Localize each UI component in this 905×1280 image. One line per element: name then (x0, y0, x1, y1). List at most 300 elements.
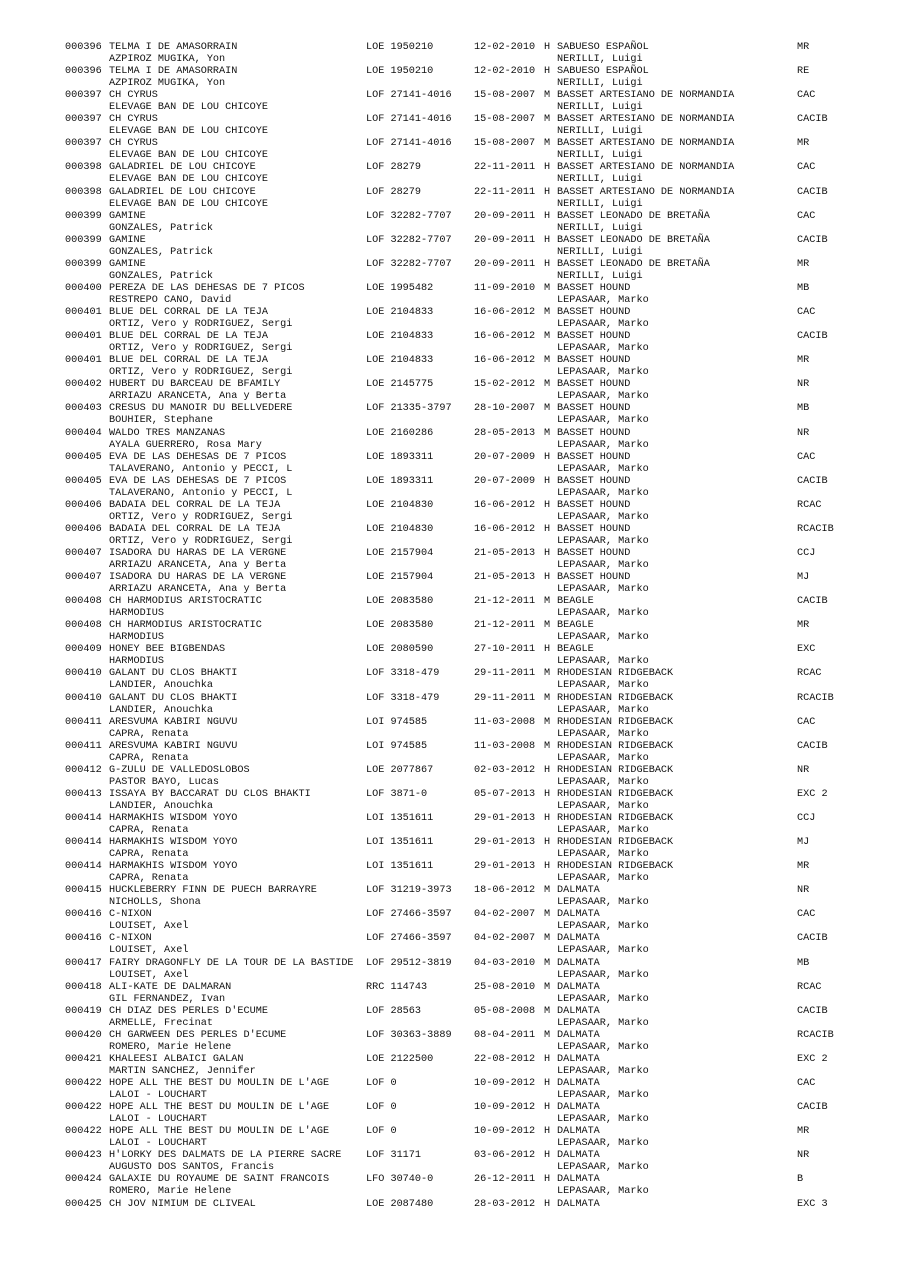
judge-name: LEPASAAR, Marko (557, 439, 649, 451)
list-item (65, 1126, 865, 1150)
award: CACIB (797, 475, 828, 487)
award: CACIB (797, 933, 828, 945)
owner-name: AUGUSTO DOS SANTOS, Francis (109, 1162, 275, 1174)
award: EXC 3 (797, 1198, 828, 1210)
entry-number: 000414 (65, 861, 102, 873)
owner-name: HARMODIUS (109, 656, 165, 668)
breed: RHODESIAN RIDGEBACK (557, 861, 674, 873)
registration-number: LOI 1351611 (366, 861, 434, 873)
judge-name: LEPASAAR, Marko (557, 1162, 649, 1174)
dog-name: HARMAKHIS WISDOM YOYO (109, 813, 238, 824)
owner-name: BOUHIER, Stephane (109, 415, 213, 427)
sex: H (544, 1078, 551, 1090)
breed: BASSET HOUND (557, 403, 631, 415)
dog-name: BLUE DEL CORRAL DE LA TEJA (109, 355, 268, 367)
award: MJ (797, 837, 810, 849)
birth-date: 28-05-2013 (474, 427, 536, 439)
dog-name: GALAXIE DU ROYAUME DE SAINT FRANCOIS (109, 1174, 330, 1186)
birth-date: 20-07-2009 (474, 451, 536, 463)
judge-name: LEPASAAR, Marko (557, 945, 649, 957)
list-item (65, 1102, 865, 1126)
breed: RHODESIAN RIDGEBACK (557, 788, 674, 800)
entry-number: 000419 (65, 1005, 102, 1017)
birth-date: 20-09-2011 (474, 258, 536, 270)
sex: M (544, 1029, 551, 1041)
dog-name: CH CYRUS (109, 138, 158, 150)
award: RE (797, 66, 810, 78)
registration-number: LOF 3318-479 (366, 668, 440, 680)
breed: SABUESO ESPAÑOL (557, 42, 649, 53)
breed: DALMATA (557, 1174, 600, 1186)
award: RCACIB (797, 692, 834, 704)
dog-name: G-ZULU DE VALLEDOSLOBOS (109, 764, 250, 776)
entry-number: 000414 (65, 837, 102, 849)
judge-name: NERILLI, Luigi (557, 270, 643, 282)
birth-date: 12-02-2010 (474, 66, 536, 78)
owner-name: GIL FERNANDEZ, Ivan (109, 993, 226, 1005)
birth-date: 08-04-2011 (474, 1029, 536, 1041)
judge-name: LEPASAAR, Marko (557, 415, 649, 427)
owner-name: ORTIZ, Vero y RODRIGUEZ, Sergi (109, 343, 293, 355)
entry-number: 000405 (65, 451, 102, 463)
birth-date: 20-09-2011 (474, 234, 536, 246)
dog-name: C-NIXON (109, 933, 152, 945)
dog-name: ARESVUMA KABIRI NGUVU (109, 716, 238, 728)
registration-number: LOE 2083580 (366, 596, 434, 608)
sex: H (544, 1174, 551, 1186)
judge-name: NERILLI, Luigi (557, 174, 643, 186)
sex: M (544, 957, 551, 969)
registration-number: LOE 2104833 (366, 331, 434, 343)
registration-number: LOE 1893311 (366, 451, 434, 463)
birth-date: 05-08-2008 (474, 1005, 536, 1017)
birth-date: 12-02-2010 (474, 42, 536, 53)
list-item (65, 813, 865, 837)
breed: DALMATA (557, 1102, 600, 1114)
owner-name: AZPIROZ MUGIKA, Yon (109, 54, 226, 65)
award: CACIB (797, 114, 828, 126)
owner-name: LANDIER, Anouchka (109, 680, 213, 692)
list-item (65, 428, 865, 452)
list-item (65, 452, 865, 476)
registration-number: LOF 32282-7707 (366, 234, 452, 246)
list-item (65, 885, 865, 909)
award: MR (797, 355, 810, 367)
judge-name: LEPASAAR, Marko (557, 728, 649, 740)
award: CACIB (797, 596, 828, 608)
dog-name: H'LORKY DES DALMATS DE LA PIERRE SACRE (109, 1150, 342, 1162)
list-item (65, 1174, 865, 1198)
award: MB (797, 957, 810, 969)
registration-number: LOF 21335-3797 (366, 403, 452, 415)
entry-number: 000411 (65, 716, 102, 728)
dog-name: ISADORA DU HARAS DE LA VERGNE (109, 572, 287, 584)
sex: M (544, 740, 551, 752)
sex: M (544, 282, 551, 294)
registration-number: LOE 2077867 (366, 764, 434, 776)
judge-name: LEPASAAR, Marko (557, 632, 649, 644)
dog-name: GAMINE (109, 234, 146, 246)
breed: DALMATA (557, 1198, 600, 1210)
owner-name: LANDIER, Anouchka (109, 704, 213, 716)
dog-name: HARMAKHIS WISDOM YOYO (109, 837, 238, 849)
judge-name: LEPASAAR, Marko (557, 1114, 649, 1126)
owner-name: TALAVERANO, Antonio y PECCI, L (109, 487, 293, 499)
list-item (65, 211, 865, 235)
list-item (65, 403, 865, 427)
owner-name: ORTIZ, Vero y RODRIGUEZ, Sergi (109, 319, 293, 331)
dog-name: ISSAYA BY BACCARAT DU CLOS BHAKTI (109, 788, 311, 800)
breed: BASSET LEONADO DE BRETAÑA (557, 234, 710, 246)
birth-date: 29-11-2011 (474, 692, 536, 704)
list-item (65, 90, 865, 114)
dog-name: GALANT DU CLOS BHAKTI (109, 668, 238, 680)
sex: M (544, 331, 551, 343)
judge-name: LEPASAAR, Marko (557, 656, 649, 668)
entry-number: 000401 (65, 331, 102, 343)
owner-name: PASTOR BAYO, Lucas (109, 776, 220, 788)
list-item (65, 187, 865, 211)
list-item (65, 162, 865, 186)
award: CACIB (797, 1005, 828, 1017)
owner-name: LALOI - LOUCHART (109, 1090, 207, 1102)
sex: H (544, 234, 551, 246)
sex: M (544, 933, 551, 945)
owner-name: ROMERO, Marie Helene (109, 1186, 232, 1198)
owner-name: AYALA GUERRERO, Rosa Mary (109, 439, 262, 451)
birth-date: 22-08-2012 (474, 1053, 536, 1065)
birth-date: 29-01-2013 (474, 837, 536, 849)
sex: M (544, 620, 551, 632)
sex: H (544, 547, 551, 559)
sex: M (544, 692, 551, 704)
entry-number: 000416 (65, 933, 102, 945)
registration-number: LOE 1950210 (366, 66, 434, 78)
sex: H (544, 1102, 551, 1114)
breed: DALMATA (557, 1029, 600, 1041)
birth-date: 10-09-2012 (474, 1126, 536, 1138)
registration-number: LOF 27141-4016 (366, 138, 452, 150)
dog-name: CH HARMODIUS ARISTOCRATIC (109, 620, 262, 632)
birth-date: 04-02-2007 (474, 909, 536, 921)
list-item (65, 1006, 865, 1030)
breed: BASSET HOUND (557, 379, 631, 391)
registration-number: LOF 31171 (366, 1150, 422, 1162)
entry-number: 000397 (65, 114, 102, 126)
dog-name: BLUE DEL CORRAL DE LA TEJA (109, 307, 268, 319)
breed: DALMATA (557, 1053, 600, 1065)
award: B (797, 1174, 804, 1186)
birth-date: 29-01-2013 (474, 861, 536, 873)
entry-number: 000424 (65, 1174, 102, 1186)
owner-name: ELEVAGE BAN DE LOU CHICOYE (109, 150, 268, 162)
birth-date: 29-01-2013 (474, 813, 536, 824)
birth-date: 20-09-2011 (474, 210, 536, 222)
entry-number: 000401 (65, 307, 102, 319)
registration-number: LOF 3318-479 (366, 692, 440, 704)
list-item (65, 379, 865, 403)
dog-name: ISADORA DU HARAS DE LA VERGNE (109, 547, 287, 559)
dog-name: EVA DE LAS DEHESAS DE 7 PICOS (109, 451, 287, 463)
birth-date: 10-09-2012 (474, 1102, 536, 1114)
award: MJ (797, 572, 810, 584)
registration-number: LOF 32282-7707 (366, 210, 452, 222)
registration-number: LOE 2104830 (366, 523, 434, 535)
award: CAC (797, 451, 816, 463)
birth-date: 18-06-2012 (474, 885, 536, 897)
breed: RHODESIAN RIDGEBACK (557, 716, 674, 728)
dog-name: HARMAKHIS WISDOM YOYO (109, 861, 238, 873)
owner-name: LALOI - LOUCHART (109, 1138, 207, 1150)
entry-number: 000406 (65, 523, 102, 535)
judge-name: LEPASAAR, Marko (557, 391, 649, 403)
list-item (65, 620, 865, 644)
judge-name: LEPASAAR, Marko (557, 1065, 649, 1077)
judge-name: LEPASAAR, Marko (557, 559, 649, 571)
birth-date: 28-03-2012 (474, 1198, 536, 1210)
sex: M (544, 379, 551, 391)
dog-name: TELMA I DE AMASORRAIN (109, 42, 238, 53)
registration-number: LOE 1950210 (366, 42, 434, 53)
dog-name: CH CYRUS (109, 90, 158, 102)
birth-date: 16-06-2012 (474, 355, 536, 367)
owner-name: CAPRA, Renata (109, 873, 189, 885)
birth-date: 05-07-2013 (474, 788, 536, 800)
breed: BASSET HOUND (557, 572, 631, 584)
entry-number: 000403 (65, 403, 102, 415)
sex: H (544, 258, 551, 270)
owner-name: MARTIN SANCHEZ, Jennifer (109, 1065, 256, 1077)
entry-number: 000415 (65, 885, 102, 897)
registration-number: LOE 2122500 (366, 1053, 434, 1065)
sex: H (544, 523, 551, 535)
entry-number: 000421 (65, 1053, 102, 1065)
award: CAC (797, 307, 816, 319)
list-item (65, 909, 865, 933)
judge-name: LEPASAAR, Marko (557, 897, 649, 909)
owner-name: ELEVAGE BAN DE LOU CHICOYE (109, 198, 268, 210)
registration-number: LFO 30740-0 (366, 1174, 434, 1186)
birth-date: 21-12-2011 (474, 596, 536, 608)
sex: M (544, 138, 551, 150)
list-item (65, 1054, 865, 1078)
breed: BASSET ARTESIANO DE NORMANDIA (557, 138, 735, 150)
birth-date: 16-06-2012 (474, 331, 536, 343)
entry-number: 000414 (65, 813, 102, 824)
judge-name: LEPASAAR, Marko (557, 993, 649, 1005)
award: CCJ (797, 547, 816, 559)
judge-name: NERILLI, Luigi (557, 54, 643, 65)
registration-number: LOE 2157904 (366, 572, 434, 584)
owner-name: ORTIZ, Vero y RODRIGUEZ, Sergi (109, 535, 293, 547)
award: CACIB (797, 1102, 828, 1114)
list-item (65, 644, 865, 668)
judge-name: LEPASAAR, Marko (557, 294, 649, 306)
owner-name: RESTREPO CANO, David (109, 294, 232, 306)
sex: H (544, 788, 551, 800)
sex: H (544, 475, 551, 487)
sex: M (544, 885, 551, 897)
owner-name: GONZALES, Patrick (109, 270, 213, 282)
registration-number: LOF 32282-7707 (366, 258, 452, 270)
sex: H (544, 499, 551, 511)
breed: BASSET HOUND (557, 475, 631, 487)
birth-date: 16-06-2012 (474, 523, 536, 535)
sex: H (544, 813, 551, 824)
entry-number: 000407 (65, 547, 102, 559)
registration-number: LOF 27141-4016 (366, 90, 452, 102)
award: MR (797, 620, 810, 632)
entry-number: 000411 (65, 740, 102, 752)
judge-name: LEPASAAR, Marko (557, 921, 649, 933)
birth-date: 21-05-2013 (474, 547, 536, 559)
entry-number: 000409 (65, 644, 102, 656)
breed: BASSET HOUND (557, 499, 631, 511)
sex: H (544, 764, 551, 776)
breed: BASSET HOUND (557, 451, 631, 463)
entry-number: 000408 (65, 620, 102, 632)
owner-name: ARRIAZU ARANCETA, Ana y Berta (109, 584, 287, 596)
list-item (65, 596, 865, 620)
award: MB (797, 403, 810, 415)
entry-number: 000417 (65, 957, 102, 969)
award: EXC 2 (797, 788, 828, 800)
entry-number: 000397 (65, 138, 102, 150)
list-item (65, 1150, 865, 1174)
judge-name: LEPASAAR, Marko (557, 776, 649, 788)
list-item (65, 668, 865, 692)
judge-name: NERILLI, Luigi (557, 198, 643, 210)
breed: DALMATA (557, 1126, 600, 1138)
list-item (65, 789, 865, 813)
owner-name: LOUISET, Axel (109, 921, 189, 933)
birth-date: 22-11-2011 (474, 162, 536, 174)
results-list (65, 42, 865, 1223)
dog-name: BADAIA DEL CORRAL DE LA TEJA (109, 523, 281, 535)
breed: BASSET HOUND (557, 355, 631, 367)
award: CCJ (797, 813, 816, 824)
list-item (65, 765, 865, 789)
dog-name: GALADRIEL DE LOU CHICOYE (109, 162, 256, 174)
registration-number: LOE 2080590 (366, 644, 434, 656)
breed: DALMATA (557, 1078, 600, 1090)
entry-number: 000398 (65, 162, 102, 174)
breed: BASSET HOUND (557, 523, 631, 535)
birth-date: 22-11-2011 (474, 186, 536, 198)
entry-number: 000401 (65, 355, 102, 367)
list-item (65, 1078, 865, 1102)
judge-name: LEPASAAR, Marko (557, 873, 649, 885)
entry-number: 000398 (65, 186, 102, 198)
judge-name: NERILLI, Luigi (557, 246, 643, 258)
list-item (65, 741, 865, 765)
list-item (65, 42, 865, 66)
breed: BASSET LEONADO DE BRETAÑA (557, 258, 710, 270)
breed: BASSET ARTESIANO DE NORMANDIA (557, 114, 735, 126)
judge-name: LEPASAAR, Marko (557, 463, 649, 475)
award: NR (797, 427, 810, 439)
judge-name: LEPASAAR, Marko (557, 535, 649, 547)
entry-number: 000410 (65, 692, 102, 704)
dog-name: WALDO TRES MANZANAS (109, 427, 226, 439)
list-item (65, 861, 865, 885)
sex: H (544, 861, 551, 873)
entry-number: 000412 (65, 764, 102, 776)
breed: RHODESIAN RIDGEBACK (557, 668, 674, 680)
entry-number: 000399 (65, 258, 102, 270)
breed: DALMATA (557, 1005, 600, 1017)
owner-name: HARMODIUS (109, 632, 165, 644)
award: CAC (797, 162, 816, 174)
list-item (65, 693, 865, 717)
dog-name: HOPE ALL THE BEST DU MOULIN DE L'AGE (109, 1102, 330, 1114)
sex: H (544, 186, 551, 198)
dog-name: HUCKLEBERRY FINN DE PUECH BARRAYRE (109, 885, 317, 897)
sex: H (544, 1198, 551, 1210)
dog-name: HOPE ALL THE BEST DU MOULIN DE L'AGE (109, 1078, 330, 1090)
award: RCACIB (797, 523, 834, 535)
sex: H (544, 837, 551, 849)
owner-name: ARRIAZU ARANCETA, Ana y Berta (109, 391, 287, 403)
sex: H (544, 162, 551, 174)
owner-name: LOUISET, Axel (109, 969, 189, 981)
registration-number: LOE 2104833 (366, 355, 434, 367)
registration-number: LOE 1893311 (366, 475, 434, 487)
birth-date: 21-05-2013 (474, 572, 536, 584)
judge-name: LEPASAAR, Marko (557, 825, 649, 836)
registration-number: LOF 27141-4016 (366, 114, 452, 126)
owner-name: CAPRA, Renata (109, 849, 189, 861)
breed: DALMATA (557, 885, 600, 897)
owner-name: LANDIER, Anouchka (109, 800, 213, 812)
list-item (65, 283, 865, 307)
sex: H (544, 42, 551, 53)
list-item (65, 331, 865, 355)
registration-number: LOE 1995482 (366, 282, 434, 294)
award: CACIB (797, 331, 828, 343)
registration-number: LOF 27466-3597 (366, 909, 452, 921)
sex: H (544, 210, 551, 222)
owner-name: CAPRA, Renata (109, 752, 189, 764)
list-item (65, 982, 865, 1006)
entry-number: 000405 (65, 475, 102, 487)
judge-name: LEPASAAR, Marko (557, 511, 649, 523)
entry-number: 000420 (65, 1029, 102, 1041)
award: CACIB (797, 186, 828, 198)
owner-name: ELEVAGE BAN DE LOU CHICOYE (109, 174, 268, 186)
entry-number: 000400 (65, 282, 102, 294)
award: CAC (797, 909, 816, 921)
owner-name: ORTIZ, Vero y RODRIGUEZ, Sergi (109, 367, 293, 379)
entry-number: 000418 (65, 981, 102, 993)
dog-name: BADAIA DEL CORRAL DE LA TEJA (109, 499, 281, 511)
judge-name: LEPASAAR, Marko (557, 1186, 649, 1198)
entry-number: 000423 (65, 1150, 102, 1162)
sex: M (544, 427, 551, 439)
breed: BASSET LEONADO DE BRETAÑA (557, 210, 710, 222)
dog-name: FAIRY DRAGONFLY DE LA TOUR DE LA BASTIDE (109, 957, 354, 969)
dog-name: GALANT DU CLOS BHAKTI (109, 692, 238, 704)
birth-date: 26-12-2011 (474, 1174, 536, 1186)
list-item (65, 572, 865, 596)
sex: M (544, 716, 551, 728)
registration-number: LOF 30363-3889 (366, 1029, 452, 1041)
sex: M (544, 909, 551, 921)
award: RCAC (797, 499, 822, 511)
award: CAC (797, 1078, 816, 1090)
award: CACIB (797, 234, 828, 246)
entry-number: 000413 (65, 788, 102, 800)
